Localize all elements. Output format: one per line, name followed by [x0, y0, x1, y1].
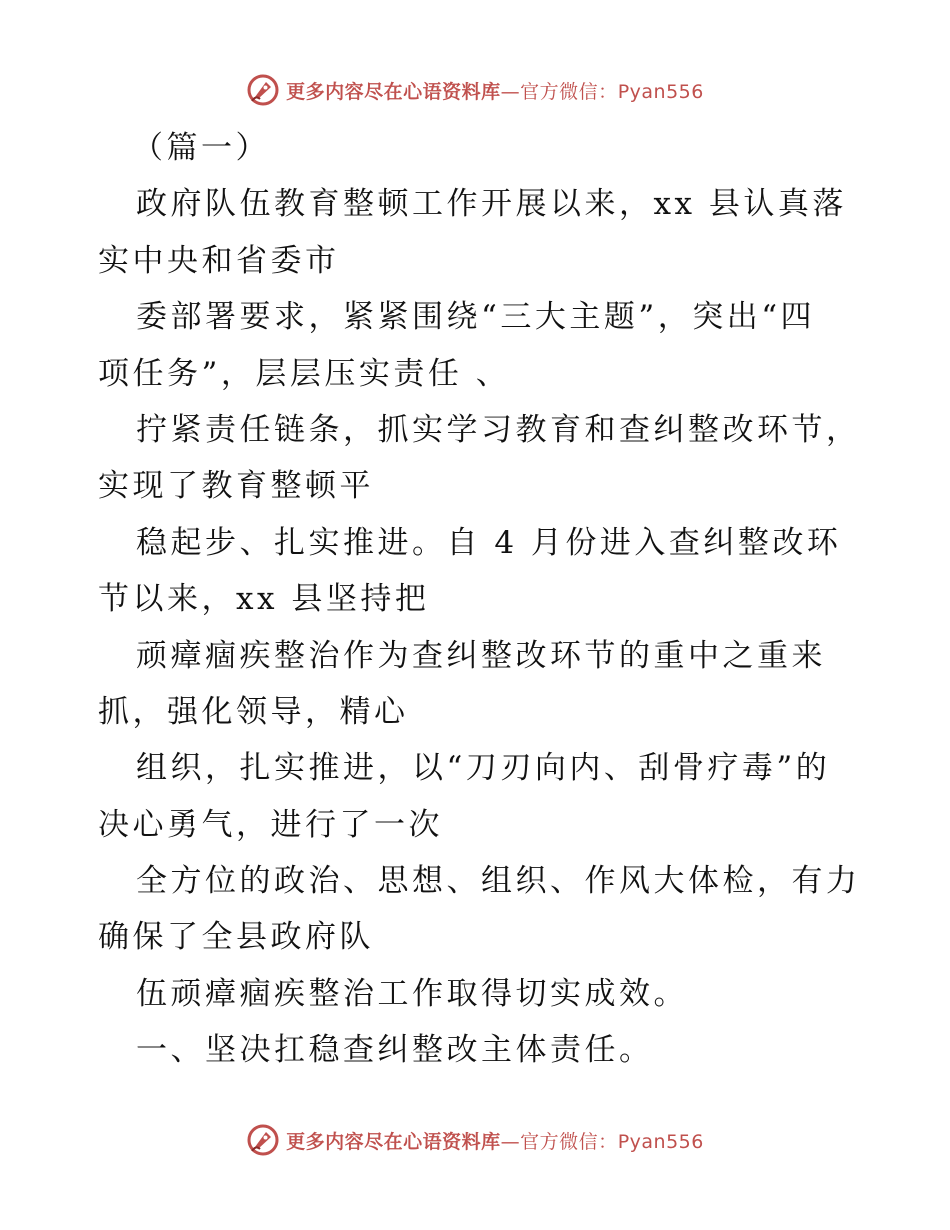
section-heading: （篇一） — [132, 130, 270, 166]
document-body — [98, 120, 861, 1079]
text-line: 政府队伍教育整顿工作开展以来，xx 县认真落 — [136, 186, 847, 223]
watermark-text — [286, 1127, 704, 1154]
watermark-text — [286, 77, 704, 104]
text-line: 实中央和省委市 — [98, 242, 340, 279]
text-line: 实现了教育整顿平 — [98, 468, 374, 505]
text-line: 节以来，xx 县坚持把 — [98, 581, 430, 618]
watermark-wechat-handle: Pyan556 — [617, 1130, 704, 1153]
text-line: 项任务”，层层压实责任 、 — [98, 355, 511, 392]
text-line: 拧紧责任链条，抓实学习教育和查纠整改环节， — [136, 411, 861, 448]
text-line: 抓，强化领导，精心 — [98, 693, 409, 730]
watermark-wechat-handle: Pyan556 — [617, 80, 704, 103]
pen-nib-logo-icon — [246, 1123, 280, 1157]
text-line: 顽瘴痼疾整治作为查纠整改环节的重中之重来 — [136, 637, 826, 674]
watermark-site-name: 更多内容尽在心语资料库 — [286, 80, 501, 103]
text-line: 组织，扎实推进，以“刀刃向内、刮骨疗毒”的 — [136, 750, 831, 787]
watermark-dash: — — [500, 80, 521, 103]
text-line: 全方位的政治、思想、组织、作风大体检，有力 — [136, 863, 861, 900]
text-line: 委部署要求，紧紧围绕“三大主题”，突出“四 — [136, 299, 816, 336]
paragraph-lines — [98, 176, 861, 1078]
watermark-dash: — — [500, 1130, 521, 1153]
text-line: 确保了全县政府队 — [98, 919, 374, 956]
text-line: 决心勇气，进行了一次 — [98, 806, 443, 843]
text-line: 伍顽瘴痼疾整治工作取得切实成效。 — [136, 975, 688, 1012]
footer-watermark — [0, 1120, 950, 1160]
watermark-wechat-label: 官方微信： — [520, 80, 618, 103]
text-line: 一、坚决扛稳查纠整改主体责任。 — [136, 1032, 654, 1069]
text-line: 稳起步、扎实推进。自 4 月份进入查纠整改环 — [136, 524, 842, 561]
pen-nib-logo-icon — [246, 73, 280, 107]
header-watermark — [0, 70, 950, 110]
watermark-site-name: 更多内容尽在心语资料库 — [286, 1130, 501, 1153]
watermark-wechat-label: 官方微信： — [520, 1130, 618, 1153]
